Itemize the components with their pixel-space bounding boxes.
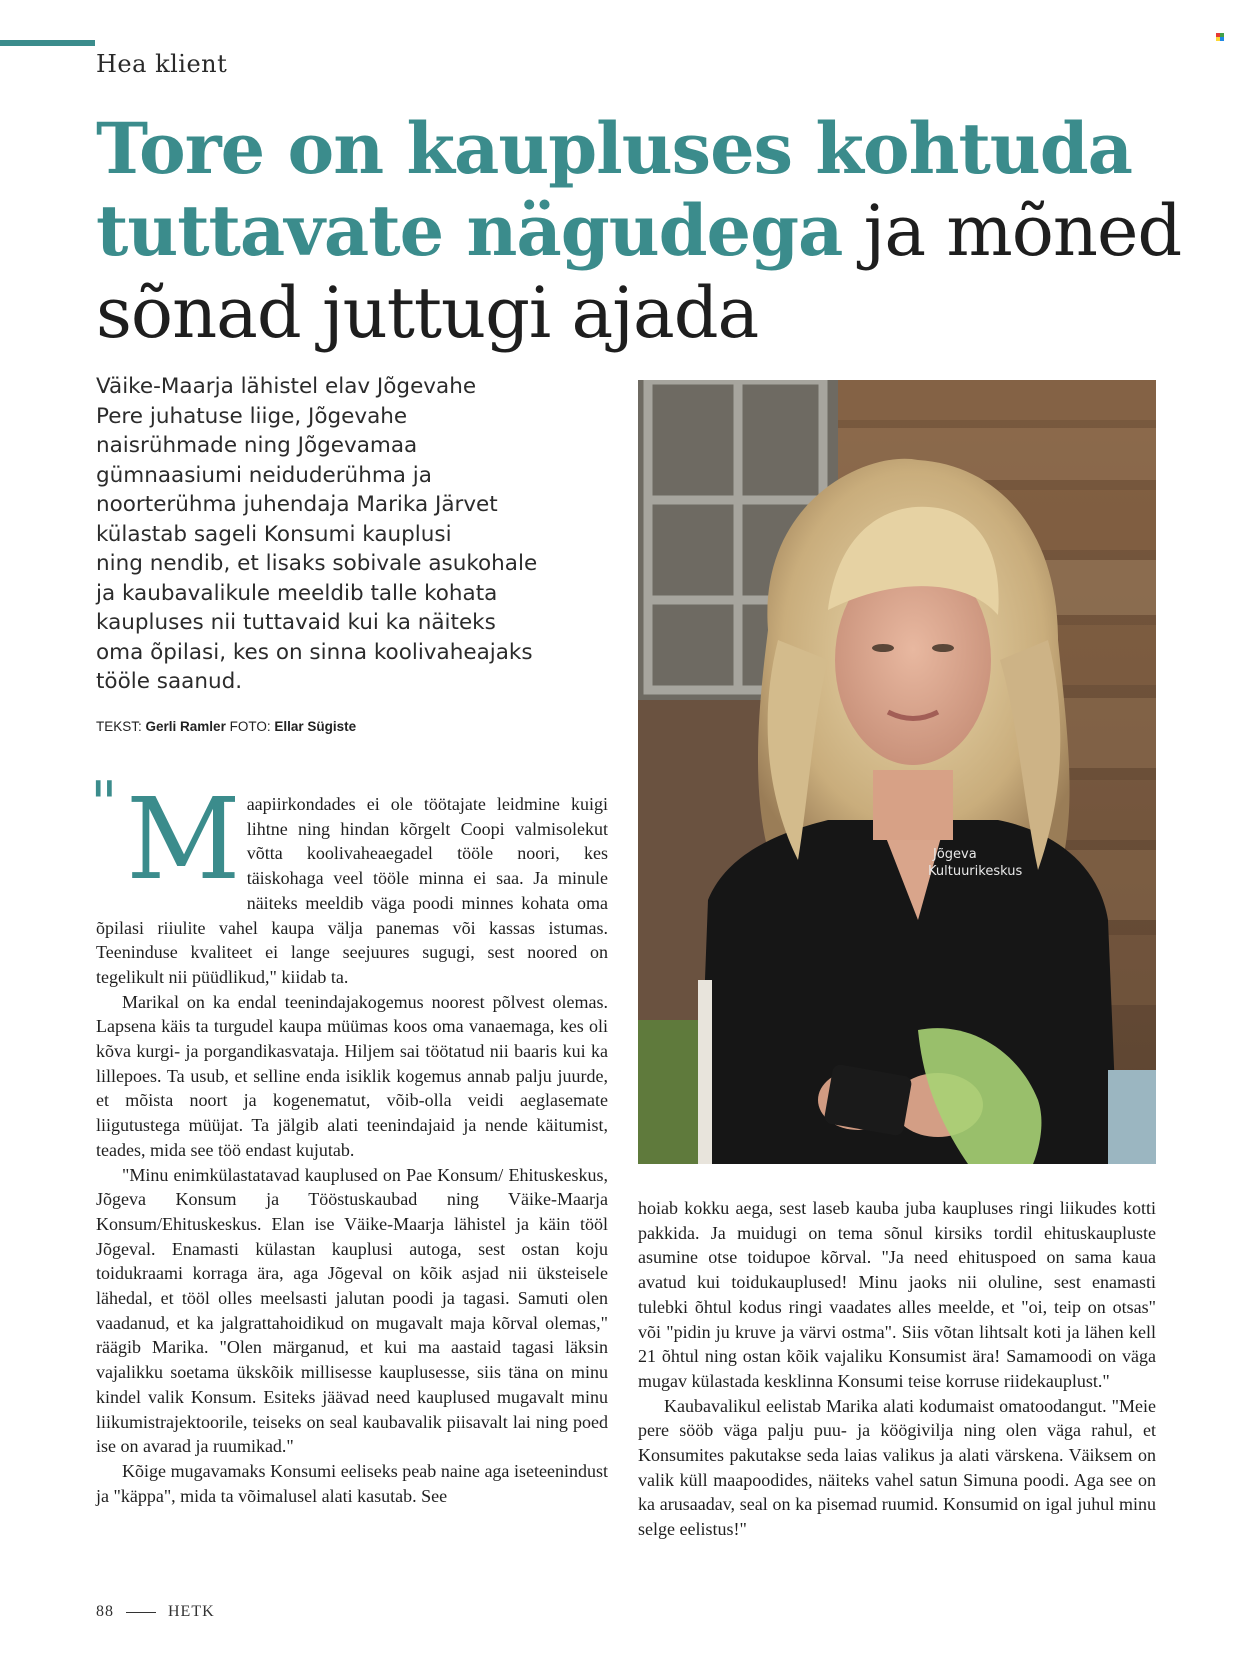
dropcap-letter: M — [126, 775, 241, 905]
lead-line: külastab sageli Konsumi kauplusi — [96, 521, 452, 547]
article-paragraph: Kaubavalikul eelistab Marika alati kodumaist omatoodangut. "Meie pere sööb väga palju puu- ja köögivilja ning olen väga rahul, et Konsumites pakutakse seda laias valikus ja alati värskena. Väiksem on valik küll maapoodides, näiteks vahel satun Simuna poodi. Aga see on ka arusaadav, seal on ka pisemad ruumid. Konsumid on igal juhul minu selge eelistus!" — [638, 1395, 1156, 1540]
shirt-text-line1: Jõgeva — [933, 847, 977, 862]
article-paragraph — [96, 775, 608, 990]
page-footer — [96, 1603, 215, 1621]
photo-credit-label: FOTO: — [229, 719, 271, 734]
color-registration-mark — [1216, 33, 1224, 41]
headline-rest-1: ja mõned — [842, 190, 1182, 272]
article-paragraph: Marikal on ka endal teenindajakogemus noorest põlvest olemas. Lapsena käis ta turgudel kaupa müümas koos oma vanaemaga, kes oli kõva kurgi- ja porgandikasvataja. Hiljem sai töötatud nii baaris kui ka lillepoes. Ta usub, et selline enda isiklik kogemus annab palju juurde, et mõista noort ja kogenematut, võib-olla veidi aeglasemate liigutustega müüjat. Ta jälgib alati teenindajaid ja nende käitumist, teades, mida see töö endast kujutab. — [96, 991, 608, 1160]
lead-line: ja kaubavalikule meeldib talle kohata — [96, 580, 498, 606]
lead-line: Väike-Maarja lähistel elav Jõgevahe — [96, 374, 477, 399]
text-credit-author: Gerli Ramler — [145, 719, 226, 734]
lead-line: Pere juhatuse liige, Jõgevahe — [96, 403, 408, 429]
page-number: 88 — [96, 1603, 114, 1620]
article-paragraph: Kõige mugavamaks Konsumi eeliseks peab naine aga iseteenindust ja "käppa", mida ta võimalusel alati kasutab. See — [96, 1460, 608, 1506]
text-credit-label: TEKST: — [96, 719, 142, 734]
lead-paragraph — [96, 372, 616, 697]
headline-rest-2: sõnad juttugi ajada — [96, 272, 759, 354]
article-column-left — [96, 775, 608, 1508]
credits — [96, 719, 356, 734]
quote-mark: " — [90, 769, 118, 839]
lead-line: gümnaasiumi neiduderühma ja — [96, 462, 432, 488]
article-paragraph: "Minu enimkülastatavad kauplused on Pae Konsum/ Ehituskeskus, Jõgeva Konsum ja Tööstuskaubad ning Väike-Maarja Konsum/Ehituskeskus. Elan ise Väike-Maarja lähistel ja käin tööl Jõgeval. Enamasti külastan kauplusi autoga, sest ostan koju toidukraami korraga ära, aga Jõgeval on kõik asjad nii üksteisele lähedal, et tööl olles meelsasti jalutan poodi ja tagasi. Samuti olen vaadanud, et ka jalgrattahoidikud on mugavalt maja kõrval olemas," räägib Marika. "Olen märganud, et kui ma aastaid tagasi läksin vajalikku soetama ükskõik millisesse kauplusesse, siis täna on minu kindel valik Konsum. Esiteks jäävad need kauplused mugavalt minu liikumistrajektoorile, teiseks on seal kaubavalik piisavalt lai ning poed ise on avarad ja ruumikad." — [96, 1164, 608, 1457]
photo-credit-author: Ellar Sügiste — [274, 719, 357, 734]
magazine-name: HETK — [168, 1603, 215, 1620]
headline-highlight: Tore on kaupluses kohtuda tuttavate nägudega — [96, 107, 1133, 272]
portrait-illustration — [638, 380, 1156, 1164]
article-column-right — [638, 1196, 1156, 1542]
footer-divider — [126, 1612, 156, 1613]
lead-line: kaupluses nii tuttavaid kui ka näiteks — [96, 610, 496, 635]
lead-line: ning nendib, et lisaks sobivale asukohale — [96, 551, 538, 576]
lead-line: oma õpilasi, kes on sinna koolivaheajaks — [96, 639, 533, 665]
lead-line: noorterühma juhendaja Marika Järvet — [96, 492, 498, 517]
shirt-text-line2: Kultuurikeskus — [928, 864, 1023, 879]
section-label: Hea klient — [96, 50, 228, 78]
lead-line: tööle saanud. — [96, 669, 243, 694]
article-paragraph-text: aapiirkondades ei ole töötajate leidmine kuigi lihtne ning hindan kõrgelt Coopi valmisolekut võtta koolivaheaegadel tööle noori, kes täiskohaga veel tööle minna ei saa. Ja minule näiteks meeldib väga poodi minnes kohata oma õpilasi riiulite vahel kaupa välja panemas või kassas istumas. Teeninduse kvaliteet ei lange seejuures sugugi, sest noored on tegelikult nii püüdlikud," kiidab ta. — [96, 794, 608, 987]
article-paragraph: hoiab kokku aega, sest laseb kauba juba kaupluses ringi liikudes kotti pakkida. Ja muidugi on tema sõnul kirsiks tordil ehituskaupluste asumine otse toidupoe kõrval. "Ja need ehituspoed on sama kaua avatud kui toidukauplused! Minu jaoks nii oluline, sest enamasti tulebki õhtul kodus ringi vaadates alles meelde, et "oi, teip on otsas" või "pidin ju kruve ja värvi ostma". Siis võtan lihtsalt koti ja lähen kell 21 õhtul ning ostan kõik vajaliku Konsumist ära! Samamoodi on väga mugav külastada kesklinna Konsumi teise korruse riidekauplust." — [638, 1198, 1156, 1391]
headline — [96, 108, 1216, 354]
lead-line: naisrühmade ning Jõgevamaa — [96, 433, 418, 458]
top-accent-rule — [0, 40, 95, 46]
portrait-photo — [638, 380, 1156, 1164]
